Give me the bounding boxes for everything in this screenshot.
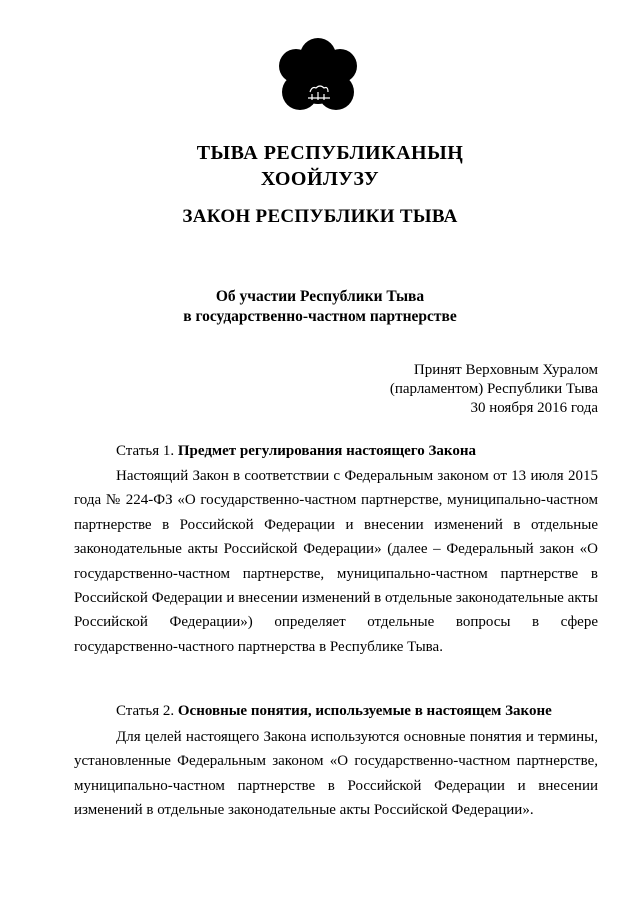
adoption-line2: (парламентом) Республики Тыва	[389, 381, 598, 397]
law-subject-line2: в государственно-частном партнерстве	[183, 308, 457, 325]
article-number: Статья 1.	[116, 443, 175, 459]
article-number: Статья 2.	[116, 703, 175, 719]
article-1-text: Настоящий Закон в соответствии с Федеральным законом от 13 июля 2015 года № 224-ФЗ «О государственно-частном партнерстве, муниципально-частном партнерстве в Российской Федерации и внесении изменений в отдельные законодательные акты Российской Федерации» (далее – Федеральный закон «О государственно-частном партнерстве, муниципально-частном партнерстве в Российской Федерации и внесении изменений в отдельные законодательные акты Российской Федерации») определяет отдельные вопросы в сфере государственно-частного партнерства в Республике Тыва.	[74, 468, 598, 655]
article-title: Предмет регулирования настоящего Закона	[177, 443, 476, 459]
coat-of-arms-emblem	[272, 36, 364, 120]
article-2-text: Для целей настоящего Закона используются основные понятия и термины, установленные Федеральным законом «О государственно-частном партнерстве, муниципально-частном партнерстве в Российской Федерации и внесении изменений в отдельные законодательные акты Российской Федерации».	[74, 729, 598, 819]
law-subject	[0, 287, 640, 327]
title-tuvan-line1: ТЫВА РЕСПУБЛИКАНЫҢ	[196, 142, 464, 164]
article-1-heading	[116, 443, 476, 460]
law-subject-line1: Об участии Республики Тыва	[215, 288, 425, 305]
adoption-line1: Принят Верховным Хуралом	[413, 362, 598, 378]
article-2-heading	[116, 703, 552, 720]
title-tuvan-line2: ХООЙЛУЗУ	[260, 168, 380, 190]
article-title: Основные понятия, используемые в настоящем Законе	[177, 703, 552, 719]
title-russian: ЗАКОН РЕСПУБЛИКИ ТЫВА	[182, 206, 458, 227]
adoption-note	[390, 361, 598, 418]
adoption-date: 30 ноября 2016 года	[470, 400, 598, 416]
